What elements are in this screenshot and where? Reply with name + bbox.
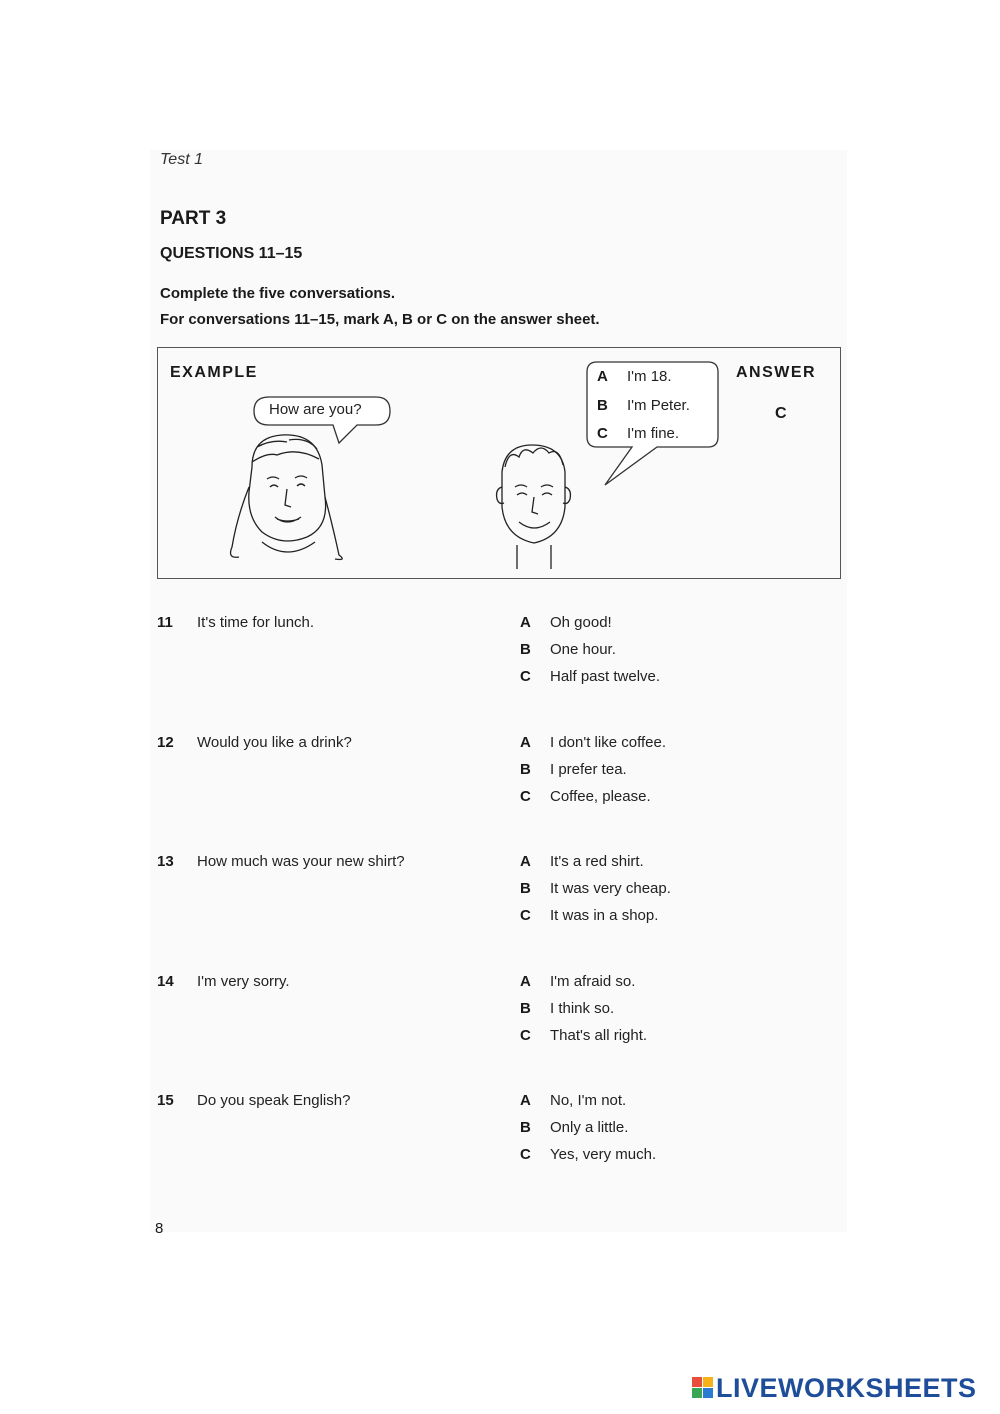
example-label: EXAMPLE [170, 364, 258, 381]
question-number: 13 [157, 853, 174, 870]
answer-label: ANSWER [736, 364, 817, 381]
question-text: I'm very sorry. [197, 973, 290, 990]
question-text: Would you like a drink? [197, 734, 352, 751]
question-text: It's time for lunch. [197, 614, 315, 631]
instruction-line-2: For conversations 11–15, mark A, B or C on the answer sheet. [160, 311, 600, 328]
question-13: 13 How much was your new shirt? A It's a red shirt. B It was very cheap. C It was in a shop. [157, 853, 671, 924]
brand-text: LIVEWORKSHEETS [716, 1373, 977, 1403]
question-number: 11 [157, 614, 173, 631]
question-text: How much was your new shirt? [197, 853, 405, 870]
brand-grid-icon [692, 1377, 714, 1399]
answer-value: C [775, 405, 787, 422]
test-label: Test 1 [160, 151, 203, 168]
instruction-line-1: Complete the five conversations. [160, 285, 396, 302]
question-11: 11 It's time for lunch. A Oh good! B One hour. C Half past twelve. [157, 614, 661, 685]
girl-face-icon [231, 435, 343, 560]
question-number: 14 [157, 973, 174, 990]
example-question: How are you? [269, 401, 362, 418]
question-number: 12 [157, 734, 174, 751]
question-text: Do you speak English? [197, 1092, 351, 1109]
part-title: PART 3 [160, 208, 227, 229]
questions-title: QUESTIONS 11–15 [160, 245, 303, 262]
page-number: 8 [155, 1220, 164, 1237]
question-number: 15 [157, 1092, 174, 1109]
question-15: 15 Do you speak English? A No, I'm not. B Only a little. C Yes, very much. [157, 1092, 657, 1163]
question-14: 14 I'm very sorry. A I'm afraid so. B I think so. C That's all right. [157, 973, 648, 1044]
question-12: 12 Would you like a drink? A I don't like coffee. B I prefer tea. C Coffee, please. [157, 734, 666, 805]
boy-face-icon [497, 445, 571, 569]
